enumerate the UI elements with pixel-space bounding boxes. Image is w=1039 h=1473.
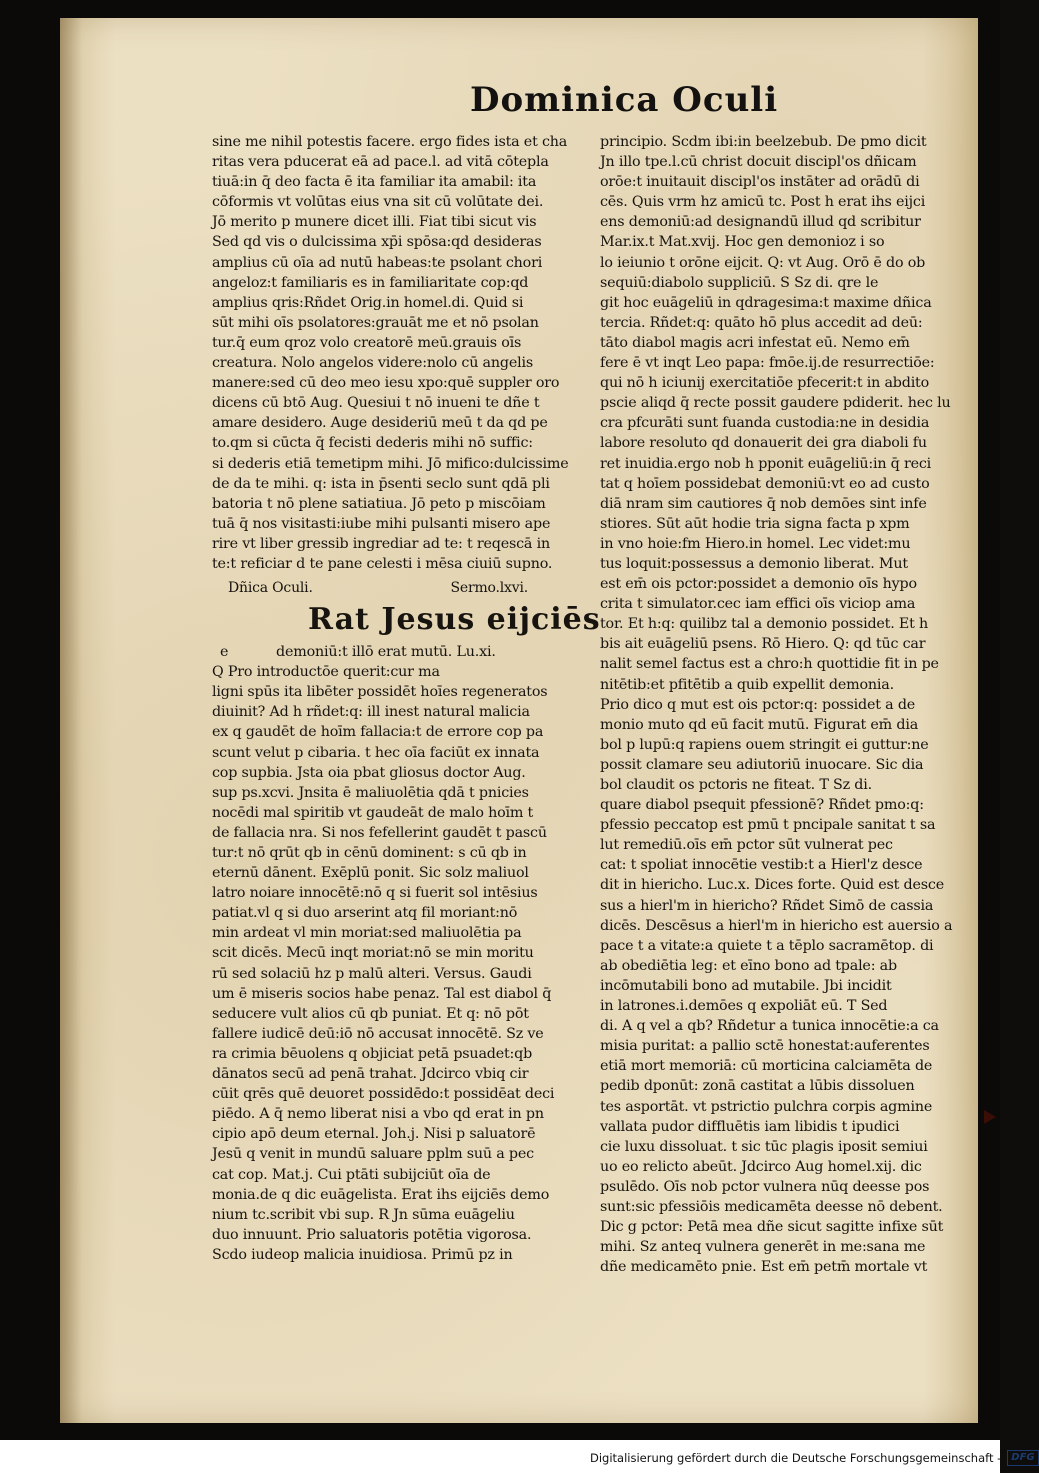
text-line: de fallacia nra. Si nos fefellerint gaudēt t pascū xyxy=(212,824,547,841)
text-line: pfessio peccatop est pmū t pncipale sanitat t sa xyxy=(600,817,936,834)
text-line: to.qm si cūcta q̄ fecisti dederis mihi nō suffic: xyxy=(212,435,533,452)
text-line: cēs. Quis vrm hz amicū tc. Post h erat ihs eijci xyxy=(600,194,926,211)
text-line: scit dicēs. Mecū inqt moriat:nō se min moritu xyxy=(212,945,534,962)
text-line: ra crimia bēuolens q objiciat petā psuadet:qb xyxy=(212,1045,533,1062)
text-line: cipio apō deum eternal. Joh.j. Nisi p saluatorē xyxy=(212,1126,536,1143)
text-line: creatura. Nolo angelos videre:nolo cū angelis xyxy=(212,355,533,372)
text-line: fallere iudicē deū:iō nō accusat innocētē. Sz ve xyxy=(212,1025,544,1042)
left-column-text-top xyxy=(212,132,588,574)
running-head: Dominica Oculi xyxy=(470,80,779,120)
text-line: crita t simulator.cec iam effici oīs viciop ama xyxy=(600,596,916,613)
text-line: tur.q̄ eum qroz volo creatorē meū.grauis oīs xyxy=(212,334,522,351)
text-line: est em̄ ois pctor:possidet a demonio oīs hypo xyxy=(600,576,917,593)
text-line: latro noiare innocētē:nō q si fuerit sol intēsius xyxy=(212,885,538,902)
text-line: dicens cū btō Aug. Quesiui t nō inueni te dñe t xyxy=(212,395,540,412)
text-line: rū sed solaciū hz p malū alteri. Versus. Gaudi xyxy=(212,965,532,982)
footer-credit: Digitalisierung gefördert durch die Deutsche Forschungsgemeinschaft - xyxy=(590,1451,1002,1465)
text-line: dñe medicamēto pnie. Est em̄ petm̄ mortale vt xyxy=(600,1259,928,1276)
text-line: cat cop. Mat.j. Cui ptāti subijciūt oīa de xyxy=(212,1166,491,1183)
text-line: bis ait euāgeliū psens. Rō Hiero. Q: qd tūc car xyxy=(600,636,926,653)
text-line: dicēs. Descēsus a hierl'm in hiericho est auersio a xyxy=(600,917,953,934)
left-column xyxy=(212,132,601,1265)
text-line: cūit qrēs quē deuoret possidēdo:t possidēat deci xyxy=(212,1086,555,1103)
text-line: in vno hoie:fm Hiero.in homel. Lec videt:mu xyxy=(600,535,911,552)
text-line: Sed qd vis o dulcissima xp̄i spōsa:qd desideras xyxy=(212,234,542,251)
text-line: de da te mihi. q: ista in p̄senti seclo sunt qdā pli xyxy=(212,475,550,492)
text-line: patiat.vl q si duo arserint atq fil moriant:nō xyxy=(212,905,518,922)
text-line: amplius cū oīa ad nutū habeas:te psolant chori xyxy=(212,254,543,271)
text-line: duo innuunt. Prio saluatoris potētia vigorosa. xyxy=(212,1226,532,1243)
text-line: um ē miseris socios habe penaz. Tal est diabol q̄ xyxy=(212,985,552,1002)
text-line: lut remediū.oīs em̄ pctor sūt vulnerat pec xyxy=(600,837,893,854)
text-line: stiores. Sūt aūt hodie tria signa facta p xpm xyxy=(600,515,910,532)
text-line: fere ē vt inqt Leo papa: fmōe.ij.de resurrectiōe: xyxy=(600,355,935,372)
text-line: eternū dānent. Exēplū ponit. Sic solz maliuol xyxy=(212,865,529,882)
text-line: tat q hoīem possidebat demoniū:vt eo ad custo xyxy=(600,475,930,492)
text-line: cōformis vt volūtas eius vna sit cū volūtate dei. xyxy=(212,194,544,211)
text-line: sequiū:diabolo suppliciū. S Sz di. qre le xyxy=(600,274,879,291)
text-line: ligni spūs ita libēter possidēt hoīes regeneratos xyxy=(212,684,548,701)
right-column xyxy=(600,132,976,1277)
text-line: orōe:t inuitauit discipl'os instāter ad orādū di xyxy=(600,174,920,191)
text-line: in latrones.i.demōes q expoliāt eū. T Sed xyxy=(600,998,888,1015)
page-gutter-shadow xyxy=(60,18,82,1423)
text-line: Scdo iudeop malicia inuidiosa. Primū pz in xyxy=(212,1246,513,1263)
text-line: diā nram sim cautiores q̄ nob demōes sint infe xyxy=(600,495,927,512)
text-line: ex q gaudēt de hoīm fallacia:t de errore cop pa xyxy=(212,724,544,741)
text-line: si dederis etiā temetipm mihi. Jō mifico:dulcissime xyxy=(212,455,569,472)
text-line: cra pfcurāti sunt fuanda custodia:ne in desidia xyxy=(600,415,930,432)
text-line: quare diabol psequit pfessionē? Rñdet pmo:q: xyxy=(600,797,924,814)
text-line: amplius qris:Rñdet Orig.in homel.di. Quid si xyxy=(212,294,524,311)
text-line: Jō merito p munere dicet illi. Fiat tibi sicut vis xyxy=(212,214,537,231)
incipit-continuation xyxy=(212,642,588,662)
text-line: sūt mihi oīs psolatores:grauāt me et nō psolan xyxy=(212,314,539,331)
text-line: amare desidero. Auge desideriū meū t da qd pe xyxy=(212,415,548,432)
text-line: ens demoniū:ad designandū illud qd scribitur xyxy=(600,214,921,231)
text-line: te:t reficiar d te pane celesti i mēsa ciuiū supno. xyxy=(212,555,553,572)
text-line: sunt:sic pfessiōis medicamēta deesse nō debent. xyxy=(600,1198,943,1215)
sermon-number: Sermo.lxvi. xyxy=(450,579,528,596)
text-line: tur:t nō qrūt qb in cēnū dominent: s cū qb in xyxy=(212,845,527,861)
text-line: tercia. Rñdet:q: quāto hō plus accedit ad deū: xyxy=(600,314,923,331)
text-line: scunt velut p cibaria. t hec oīa faciūt ex innata xyxy=(212,744,540,761)
text-line: tāto diabol magis acri infestat eū. Nemo em̄ xyxy=(600,334,910,351)
left-column-text-bottom xyxy=(212,662,588,1265)
text-line: qui nō h iciunij exercitatiōe pfecerit:t in abdito xyxy=(600,375,930,392)
text-line: etiā mort memoriā: cū morticina calciamēta de xyxy=(600,1058,933,1075)
guide-letter: e xyxy=(220,644,229,661)
text-line: psulēdo. Oīs nob pctor vulnera nūq deesse pos xyxy=(600,1178,930,1195)
incipit-cont-text: demoniū:t illō erat mutū. Lu.xi. xyxy=(276,644,496,661)
text-line: pedib dponūt: zonā castitat a lūbis dissoluen xyxy=(600,1078,915,1095)
text-line: mihi. Sz anteq vulnera generēt in me:sana me xyxy=(600,1239,926,1256)
text-line: sus a hierl'm in hiericho? Rñdet Simō de cassia xyxy=(600,897,934,914)
text-line: bol p lupū:q rapiens ouem stringit ei guttur:ne xyxy=(600,736,929,753)
sermon-label: Dñica Oculi. xyxy=(228,579,313,596)
text-line: tor. Et h:q: quilibz tal a demonio possidet. Et h xyxy=(600,616,929,633)
text-line: tus loquit:possessus a demonio liberat. Mut xyxy=(600,555,908,572)
text-line: tiuā:in q̄ deo facta ē ita familiar ita amabil: ita xyxy=(212,174,537,191)
text-line: cop supbia. Jsta oia pbat gliosus doctor Aug. xyxy=(212,764,526,781)
text-line: nocēdi mal spiritib vt gaudeāt de malo hoīm t xyxy=(212,804,534,821)
text-line: batoria t nō plene satiatiua. Jō peto p miscōiam xyxy=(212,495,546,512)
sermon-incipit: Rat Jesus eijciēs xyxy=(308,602,601,638)
right-column-text xyxy=(600,132,976,1277)
text-line: nium tc.scribit vbi sup. R Jn sūma euāgeliu xyxy=(212,1206,515,1223)
text-line: lo ieiunio t orōne eijcit. Q: vt Aug. Orō ē do ob xyxy=(600,254,926,271)
text-line: bol claudit os pctoris ne fiteat. T Sz di. xyxy=(600,777,872,793)
text-line: misia puritat: a pallio sctē honestat:auferentes xyxy=(600,1038,930,1055)
text-line: incōmutabili bono ad mutabile. Jbi incidit xyxy=(600,977,892,994)
text-line: uo eo relicto abeūt. Jdcirco Aug homel.xij. dic xyxy=(600,1158,922,1175)
text-line: diuinit? Ad h rñdet:q: ill inest natural malicia xyxy=(212,704,530,721)
text-line: Mar.ix.t Mat.xvij. Hoc gen demonioz i so xyxy=(600,234,885,251)
text-line: Jesū q venit in mundū saluare pplm suū a pec xyxy=(212,1146,534,1163)
text-line: dit in hiericho. Luc.x. Dices forte. Quid est desce xyxy=(600,877,944,894)
text-line: tuā q̄ nos visitasti:iube mihi pulsanti misero ape xyxy=(212,515,551,532)
text-line: Dic g pctor: Petā mea dñe sicut sagitte infixe sūt xyxy=(600,1219,944,1236)
text-line: piēdo. A q̄ nemo liberat nisi a vbo qd erat in pn xyxy=(212,1106,544,1123)
text-line: sine me nihil potestis facere. ergo fides ista et cha xyxy=(212,134,568,150)
text-line: possit clamare seu adiutoriū inuocare. Sic dia xyxy=(600,756,924,773)
text-line: pscie aliqd q̄ recte possit gaudere pdiderit. hec lu xyxy=(600,395,951,412)
text-line: git hoc euāgeliū in qdragesima:t maxime dñica xyxy=(600,294,932,311)
text-line: nalit semel factus est a chro:h quottidie fit in pe xyxy=(600,656,939,673)
marginal-pointer-icon xyxy=(984,1110,996,1124)
text-line: principio. Scdm ibi:in beelzebub. De pmo dicit xyxy=(600,134,927,150)
dfg-logo-icon: DFG xyxy=(1007,1450,1038,1466)
text-line: ritas vera pducerat eā ad pace.l. ad vitā cōtepla xyxy=(212,154,549,171)
text-line: Prio dico q mut est ois pctor:q: possidet a de xyxy=(600,696,916,713)
text-line: Q Pro introductōe querit:cur ma xyxy=(212,664,440,681)
text-line: sup ps.xcvi. Jnsita ē maliuolētia qdā t pnicies xyxy=(212,784,529,801)
text-line: nitētib:et pfitētib a quib expellit demonia. xyxy=(600,676,894,693)
text-line: manere:sed cū deo meo iesu xpo:quē suppler oro xyxy=(212,375,560,392)
text-line: ab obediētia leg: et eīno bono ad tpale: ab xyxy=(600,957,897,974)
text-line: cat: t spoliat innocētie vestib:t a Hierl'z desce xyxy=(600,857,923,874)
text-line: ret inuidia.ergo nob h pponit euāgeliū:in q̄ reci xyxy=(600,455,932,472)
text-line: angeloz:t familiaris es in familiaritate cop:qd xyxy=(212,274,529,291)
text-line: cie luxu dissoluat. t sic tūc plagis iposit semiui xyxy=(600,1138,928,1155)
text-line: Jn illo tpe.l.cū christ docuit discipl'os dñicam xyxy=(600,154,917,171)
text-line: pace t a vitate:a quiete t a tēplo sacramētop. di xyxy=(600,937,934,954)
text-line: tes asportāt. vt pstrictio pulchra corpis agmine xyxy=(600,1098,933,1115)
text-line: monio muto qd eū facit mutū. Figurat em̄ dia xyxy=(600,716,919,733)
sermon-heading xyxy=(212,574,588,598)
text-line: vallata pudor diffluētis iam libidis t ipudici xyxy=(600,1118,900,1135)
text-line: rire vt liber gressib ingrediar ad te: t reqescā in xyxy=(212,535,550,552)
text-line: seducere vult alios cū qb puniat. Et q: nō pōt xyxy=(212,1005,529,1022)
footer xyxy=(590,1449,1039,1467)
text-line: di. A q vel a qb? Rñdetur a tunica innocētie:a ca xyxy=(600,1018,939,1035)
text-line: labore resoluto qd donauerit dei gra diaboli fu xyxy=(600,435,927,452)
text-line: dānatos secū ad penā trahat. Jdcirco vbiq cir xyxy=(212,1066,529,1083)
text-line: monia.de q dic euāgelista. Erat ihs eijciēs demo xyxy=(212,1186,550,1203)
text-line: min ardeat vl min moriat:sed maliuolētia pa xyxy=(212,925,522,942)
